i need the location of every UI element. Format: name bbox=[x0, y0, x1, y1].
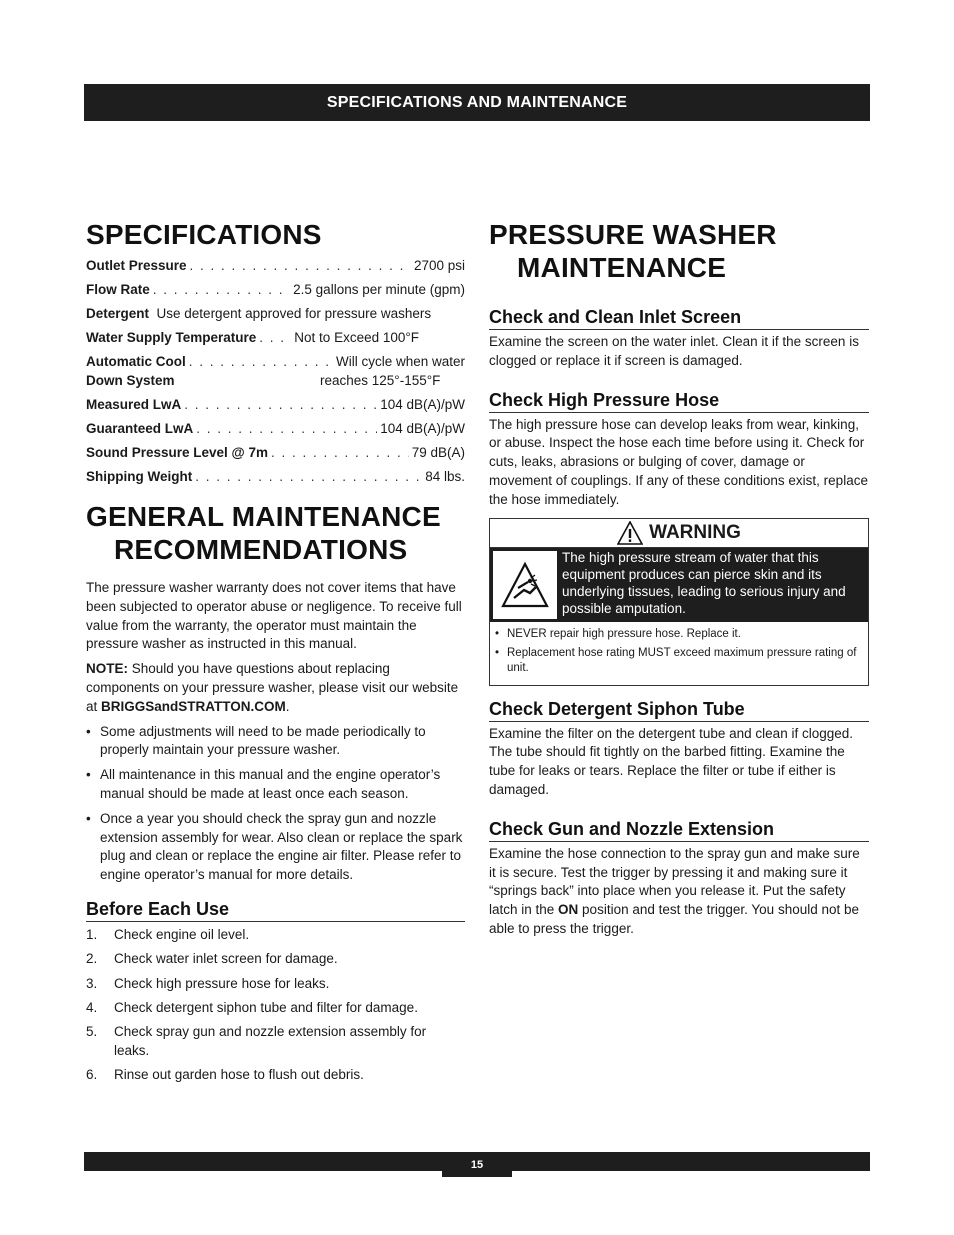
high-pressure-hose-text: The high pressure hose can develop leaks from wear, kinking, or abuse. Inspect the hose each time before using it. Check for cuts, leaks, abrasions or bulging of cover, damage or movement of couplings. If any of these conditions exist, replace the hose immediately. bbox=[489, 416, 868, 507]
list-item: • Replacement hose rating MUST exceed maximum pressure rating of unit. bbox=[493, 646, 864, 676]
warning-header bbox=[490, 519, 868, 548]
gun-nozzle-text: Examine the hose connection to the spray gun and make sure it is secure. Test the trigger by pressing it and making sure it “springs back” into place when you release it. Put the safety latch in the ON position and test the trigger. You should not be able to press the trigger. bbox=[489, 845, 860, 936]
siphon-tube-heading: Check Detergent Siphon Tube bbox=[489, 698, 869, 722]
before-each-use-list bbox=[86, 926, 465, 1085]
list-item: • NEVER repair high pressure hose. Replace it. bbox=[493, 627, 864, 642]
right-column bbox=[489, 218, 869, 945]
gun-nozzle-heading: Check Gun and Nozzle Extension bbox=[489, 818, 869, 842]
warning-text: The high pressure stream of water that this equipment produces can pierce skin and its underlying tissues, leading to serious injury and possible amputation. bbox=[562, 549, 846, 616]
page-header-title: SPECIFICATIONS AND MAINTENANCE bbox=[326, 93, 628, 111]
inlet-screen-heading: Check and Clean Inlet Screen bbox=[489, 306, 869, 330]
specifications-heading: SPECIFICATIONS bbox=[86, 219, 322, 250]
spec-water-supply: Water Supply Temperature . . . Not to Exceed 100°F bbox=[86, 328, 465, 347]
warranty-paragraph: The pressure washer warranty does not cover items that have been subjected to operator abuse or negligence. To receive full value from the warranty, the operator must maintain the pressure washer as instructed in this manual. bbox=[86, 580, 462, 652]
list-item: 6. Rinse out garden hose to flush out debris. bbox=[86, 1067, 364, 1083]
page-number: 15 bbox=[470, 1158, 484, 1171]
inlet-screen-text: Examine the screen on the water inlet. Clean it if the screen is clogged or replace it if screen is damaged. bbox=[489, 334, 859, 368]
pressure-washer-maintenance-heading: PRESSURE WASHER MAINTENANCE bbox=[489, 219, 777, 283]
list-item: 4. Check detergent siphon tube and filter for damage. bbox=[86, 999, 418, 1015]
list-item: • Some adjustments will need to be made periodically to properly maintain your pressure washer. bbox=[86, 723, 465, 761]
warning-triangle-icon bbox=[617, 521, 643, 545]
spec-flow-rate: Flow Rate . . . 2.5 gallons per minute (gpm) bbox=[86, 280, 465, 299]
list-item: 5. Check spray gun and nozzle extension assembly for leaks. bbox=[86, 1024, 427, 1058]
warning-bullets bbox=[490, 622, 868, 685]
spec-detergent: Detergent Use detergent approved for pressure washers bbox=[86, 306, 432, 321]
warning-box bbox=[489, 518, 869, 686]
spec-auto-cool: Automatic Cool . . . Will cycle when water Down System reaches 125°-155°F bbox=[86, 352, 465, 390]
spec-guaranteed-lwa: Guaranteed LwA . . . 104 dB(A)/pW bbox=[86, 419, 465, 438]
spec-measured-lwa: Measured LwA . . . 104 dB(A)/pW bbox=[86, 395, 465, 414]
left-column bbox=[86, 218, 465, 1091]
list-item: 2. Check water inlet screen for damage. bbox=[86, 951, 338, 967]
spec-sound-pressure: Sound Pressure Level @ 7m . . . 79 dB(A) bbox=[86, 443, 465, 462]
list-item: 1. Check engine oil level. bbox=[86, 926, 250, 942]
spec-shipping-weight: Shipping Weight . . . 84 lbs. bbox=[86, 467, 465, 486]
before-each-use-heading: Before Each Use bbox=[86, 898, 465, 922]
list-item: 3. Check high pressure hose for leaks. bbox=[86, 975, 330, 991]
high-pressure-injection-icon bbox=[492, 550, 558, 620]
spec-outlet-pressure: Outlet Pressure . . . 2700 psi bbox=[86, 256, 465, 275]
page-number-tab bbox=[442, 1152, 512, 1177]
siphon-tube-text: Examine the filter on the detergent tube and clean if clogged. The tube should fit tightly on the barbed fitting. Examine the tube for leaks or tears. Replace the filter or tube if either is damaged. bbox=[489, 725, 853, 797]
website-link[interactable]: BRIGGSandSTRATTON.COM bbox=[101, 698, 286, 714]
maintenance-bullets bbox=[86, 723, 465, 885]
page-header-bar bbox=[84, 84, 870, 121]
list-item: • Once a year you should check the spray gun and nozzle extension assembly for wear. Also clean or replace the spark plug and clean or replace the engine air filter. Please refer to engine operator’s manual for more details. bbox=[86, 810, 465, 885]
general-maintenance-heading: GENERAL MAINTENANCE RECOMMENDATIONS bbox=[86, 501, 441, 565]
note-paragraph: NOTE: Should you have questions about replacing components on your pressure washer, please visit our website at BRIGGSandSTRATTON.COM. bbox=[86, 661, 459, 714]
list-item: • All maintenance in this manual and the engine operator’s manual should be made at least once each season. bbox=[86, 766, 465, 804]
high-pressure-hose-heading: Check High Pressure Hose bbox=[489, 389, 869, 413]
warning-body bbox=[490, 548, 868, 622]
warning-title: WARNING bbox=[649, 521, 741, 543]
